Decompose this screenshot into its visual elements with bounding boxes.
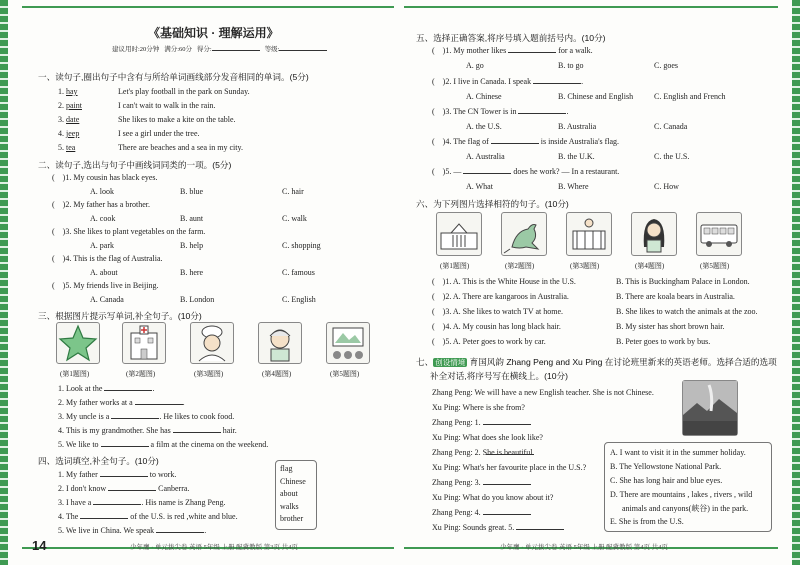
answer-blank[interactable] [483,418,531,425]
answer-blank[interactable] [108,484,156,491]
s3-item: 1. Look at the . [58,384,155,393]
answer-blank[interactable] [101,440,149,447]
s6-caption: (第3题图) [570,262,600,270]
s5-question: ( )2. I live in Canada. I speak . [432,77,584,86]
section-7-heading-2: 补全对话,将序号写在横线上。(10分) [430,371,568,381]
s4-item: 2. I don't know Canberra. [58,484,190,493]
s2-option[interactable]: A. about [90,268,118,277]
s5-option[interactable]: B. Australia [558,122,597,131]
answer-blank[interactable] [93,498,141,505]
answer-blank[interactable] [533,77,581,84]
answer-blank[interactable] [491,137,539,144]
s2-option[interactable]: A. cook [90,214,116,223]
s5-option[interactable]: C. goes [654,61,678,70]
word-bank-item: Chinese [280,476,306,486]
section-4-heading: 四、选词填空,补全句子。(10分) [38,456,159,466]
s2-question: ( )4. This is the flag of Australia. [52,254,163,263]
s2-option[interactable]: C. walk [282,214,307,223]
answer-blank[interactable] [104,384,152,391]
right-page [400,0,800,565]
s2-option[interactable]: B. help [180,241,204,250]
word-bank [275,460,317,530]
landscape-photo [682,380,738,436]
hospital-picture [122,322,166,364]
s4-item: 1. My father to work. [58,470,177,479]
answer-blank[interactable] [483,508,531,515]
dialog-option: D. There are mountains , lakes , rivers , wild [610,490,753,499]
answer-blank[interactable] [483,478,531,485]
full-score: 满分:60分 [164,46,192,53]
dialog-line: Xu Ping: Where is she from? [432,403,525,412]
s2-option[interactable]: A. Canada [90,295,124,304]
s4-item: 4. The of the U.S. is red ,white and blue. [58,512,238,521]
answer-blank[interactable] [135,398,183,405]
s1-sentence: I can't wait to walk in the rain. [118,101,216,110]
s2-option[interactable]: B. blue [180,187,204,196]
s6-caption: (第5题图) [700,262,730,270]
s5-question: ( )3. The CN Tower is in . [432,107,569,116]
scenario-tag: 创设情境 [435,358,466,367]
s2-option[interactable]: C. English [282,295,316,304]
score-field[interactable] [212,44,260,51]
s6-option-b[interactable]: B. This is Buckingham Palace in London. [616,277,750,286]
s6-caption: (第4题图) [635,262,665,270]
word-bank-item: about [280,489,298,498]
grandmother-picture [258,322,302,364]
s3-item: 5. We like to a film at the cinema on the weekend. [58,440,269,449]
s1-item: 1. hay [58,87,78,96]
dialog-line: Xu Ping: What does she look like? [432,433,543,442]
s5-question: ( )5. — does he work? — In a restaurant. [432,167,620,176]
s2-question: ( )3. She likes to plant vegetables on the farm. [52,227,206,236]
s3-item: 2. My father works at a . [58,398,185,407]
s6-item: ( )2. A. There are kangaroos in Australia. [432,292,569,301]
answer-blank[interactable] [486,448,534,457]
answer-blank[interactable] [516,523,564,530]
s5-option[interactable]: B. to go [558,61,584,70]
s4-item: 5. We live in China. We speak . [58,526,207,535]
dialog-option: C. She has long hair and blue eyes. [610,476,723,485]
answer-blank[interactable] [508,46,556,53]
left-page-edge [0,0,8,565]
level-field[interactable] [279,44,327,51]
s5-option[interactable]: B. Where [558,182,589,191]
s5-option[interactable]: C. English and French [654,92,726,101]
s2-question: ( )1. My cousin has black eyes. [52,173,158,182]
s6-item: ( )3. A. She likes to watch TV at home. [432,307,564,316]
star-picture [56,322,100,364]
s2-option[interactable]: C. famous [282,268,315,277]
section-1-heading: 一、读句子,圈出句子中含有与所给单词画线部分发音相同的单词。(5分) [38,72,309,82]
culture-tag: 育国风韵 [469,357,504,367]
s2-option[interactable]: A. park [90,241,114,250]
section-5-heading: 五、选择正确答案,将序号填入题前括号内。(10分) [416,33,606,43]
dialog-line: Xu Ping: What's her favourite place in the U.S.? [432,463,587,472]
s3-caption: (第3题图) [194,370,224,378]
level-label: 等级: [264,46,280,53]
cinema-picture [326,322,370,364]
s3-caption: (第5题图) [330,370,360,378]
answer-blank[interactable] [100,470,148,477]
s2-question: ( )2. My father has a brother. [52,200,150,209]
s6-item: ( )5. A. Peter goes to work by car. [432,337,546,346]
s6-caption: (第2题图) [505,262,535,270]
dialog-option-cont: animals and canyons(峡谷) in the park. [622,504,749,513]
dialog-line: Xu Ping: Sounds great. 5. [432,523,564,532]
s2-option[interactable]: B. London [180,295,215,304]
dialog-line: Zhang Peng: 4. [432,508,531,517]
dialog-line: Zhang Peng: We will have a new English teacher. She is not Chinese. [432,388,654,397]
word-bank-item: flag [280,464,293,473]
s5-option[interactable]: A. Australia [466,152,505,161]
word-bank-item: brother [280,514,304,523]
time-limit: 建议用时:20分钟 [112,46,160,53]
exam-meta [112,44,327,53]
right-page-edge [792,0,800,565]
s3-item: 3. My uncle is a . He likes to cook food. [58,412,235,421]
section-2-heading: 二、读句子,选出与句子中画线词同类的一项。(5分) [38,160,232,170]
s2-option[interactable]: C. hair [282,187,304,196]
s5-option[interactable]: A. the U.S. [466,122,502,131]
section-3-heading: 三、根据图片提示写单词,补全句子。(10分) [38,311,202,321]
s5-option[interactable]: A. go [466,61,484,70]
cook-picture [190,322,234,364]
s1-item: 4. jeep [58,129,80,138]
answer-blank[interactable] [156,526,204,533]
s2-question: ( )5. My friends live in Beijing. [52,281,159,290]
dialog-line: Zhang Peng: 2. She is beautiful. [432,448,535,457]
s6-option-b[interactable]: B. There are koala bears in Australia. [616,292,735,301]
kangaroo-picture [501,212,547,256]
answer-blank[interactable] [173,426,221,433]
s4-item: 3. I have a . His name is Zhang Peng. [58,498,226,507]
s6-item: ( )1. A. This is the White House in the U.S. [432,277,576,286]
dialog-option: A. I want to visit it in the summer holiday. [610,448,746,457]
section-6-heading: 六、为下列图片选择相符的句子。(10分) [416,199,569,209]
s1-item: 2. paint [58,101,82,110]
s5-option[interactable]: A. Chinese [466,92,502,101]
s1-item: 5. tea [58,143,76,152]
s1-sentence: There are beaches and a sea in my city. [118,143,243,152]
s3-caption: (第4题图) [262,370,292,378]
answer-blank[interactable] [518,107,566,114]
s1-sentence: I see a girl under the tree. [118,129,200,138]
word-bank-item: walks [280,501,299,511]
s5-question: ( )1. My mother likes for a walk. [432,46,593,55]
dialog-option: B. The Yellowstone National Park. [610,462,722,471]
answer-blank[interactable] [111,412,159,419]
s3-caption: (第1题图) [60,370,90,378]
answer-blank[interactable] [463,167,511,174]
s5-option[interactable]: C. Canada [654,122,688,131]
s5-option[interactable]: C. the U.S. [654,152,690,161]
s2-option[interactable]: A. look [90,187,114,196]
dialog-option: E. She is from the U.S. [610,517,684,526]
s6-caption: (第1题图) [440,262,470,270]
s1-sentence: Let's play football in the park on Sunday. [118,87,250,96]
page-title: 《基础知识 · 理解运用》 [148,26,279,40]
s3-item: 4. This is my grandmother. She has hair. [58,426,237,435]
s6-option-b[interactable]: B. She likes to watch the animals at the zoo. [616,307,758,316]
dialog-line: Xu Ping: What do you know about it? [432,493,554,502]
s3-caption: (第2题图) [126,370,156,378]
s6-option-b[interactable]: B. My sister has short brown hair. [616,322,725,331]
page-footer: 少年鹰 · 单元拔尖卷 英语 5年级 上册 配冀教版 第3页 共4页 [130,544,298,551]
s1-sentence: She likes to make a kite on the table. [118,115,236,124]
s5-option[interactable]: B. Chinese and English [558,92,634,101]
answer-blank[interactable] [80,512,128,519]
s5-option[interactable]: C. How [654,182,679,191]
score-label: 得分: [196,46,212,53]
dialog-line: Zhang Peng: 1. [432,418,531,427]
s2-option[interactable]: C. shopping [282,241,321,250]
s5-question: ( )4. The flag of is inside Australia's flag. [432,137,620,146]
s5-option[interactable]: A. What [466,182,493,191]
zoo-picture [566,212,612,256]
section-7-heading: 七、 创设情境 育国风韵 Zhang Peng and Xu Ping 在讨论班里新来的英语老师。选择合适的选项 [416,357,777,367]
s2-option[interactable]: B. aunt [180,214,204,223]
s1-item: 3. date [58,115,80,124]
girl-long-hair-picture [631,212,677,256]
s5-option[interactable]: B. the U.K. [558,152,595,161]
s6-option-b[interactable]: B. Peter goes to work by bus. [616,337,711,346]
dialog-line: Zhang Peng: 3. [432,478,531,487]
s2-option[interactable]: B. here [180,268,204,277]
bus-picture [696,212,742,256]
page-footer: 少年鹰 · 单元拔尖卷 英语 5年级 上册 配冀教版 第4页 共4页 [500,544,668,551]
s6-item: ( )4. A. My cousin has long black hair. [432,322,561,331]
page-number: 14 [32,538,47,553]
white-house-picture [436,212,482,256]
